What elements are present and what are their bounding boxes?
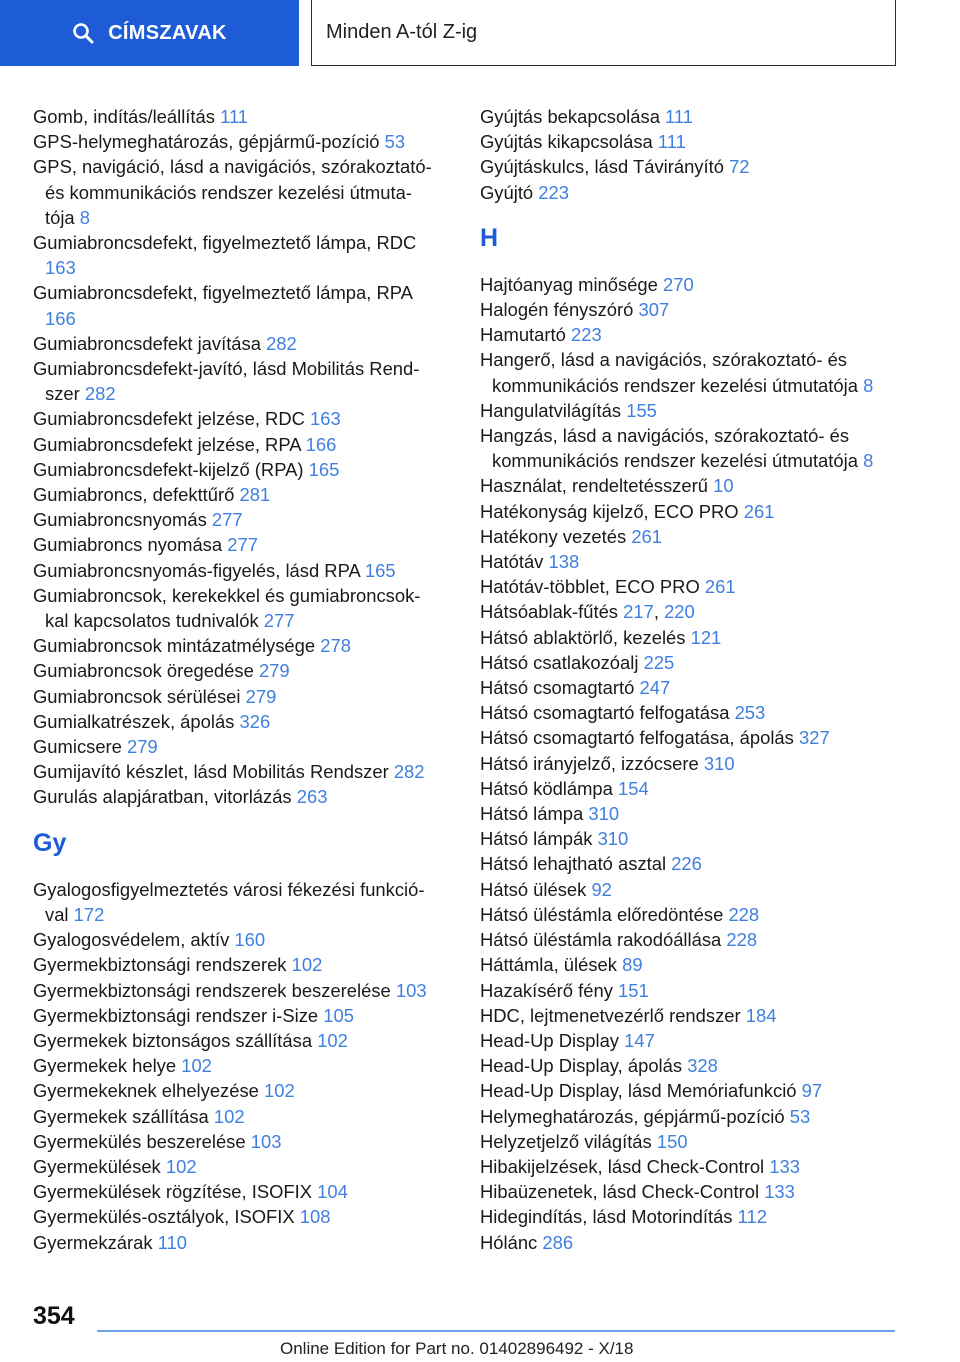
- index-entry: [480, 129, 895, 154]
- index-entry: [33, 684, 443, 709]
- index-entry: [480, 473, 895, 498]
- page-link[interactable]: 92: [591, 878, 612, 900]
- index-entry-term: Hátsó lámpa: [480, 803, 584, 825]
- index-entry: [33, 1104, 443, 1129]
- index-entry-term: Gumiabroncsdefekt-kijelző (RPA): [33, 458, 304, 480]
- index-entry: [33, 507, 443, 532]
- page-link[interactable]: 282: [84, 383, 116, 405]
- index-entry: [33, 1129, 443, 1154]
- index-entry: [480, 851, 895, 876]
- page-link[interactable]: 102: [213, 1105, 245, 1127]
- index-entry-term: Gyermekülés beszerelése: [33, 1130, 246, 1152]
- index-entry: [480, 1129, 895, 1154]
- page-link[interactable]: 166: [45, 307, 76, 329]
- index-entry: [33, 927, 443, 952]
- index-entry: [480, 1104, 895, 1129]
- index-entry: [33, 457, 443, 482]
- page-link[interactable]: 8: [863, 374, 874, 396]
- tab-keywords-label: CÍMSZAVAK: [108, 21, 227, 44]
- index-entry: [480, 297, 895, 322]
- page-link[interactable]: 277: [211, 509, 243, 531]
- footer-edition: Online Edition for Part no. 01402896492 - X/18: [280, 1339, 634, 1358]
- page-number: 354: [33, 1302, 75, 1330]
- page-link[interactable]: 163: [310, 408, 341, 430]
- index-entry: [480, 180, 895, 205]
- index-entry: [480, 1028, 895, 1053]
- index-entry-term: Hátsó csomagtartó felfogatása: [480, 702, 730, 724]
- header-bar: [0, 0, 960, 66]
- page-link[interactable]: 226: [671, 853, 702, 875]
- index-entry: [33, 104, 443, 129]
- page-link[interactable]: 112: [737, 1206, 767, 1228]
- index-entry-term: Head-Up Display, lásd Memóriafunkció: [480, 1080, 797, 1102]
- index-entry-term: Hátsó üléstámla rakodóállása: [480, 929, 722, 951]
- index-entry-term: Hátsó üléstámla előredöntése: [480, 903, 724, 925]
- index-entry: [480, 952, 895, 977]
- page-link[interactable]: 8: [863, 450, 874, 472]
- index-entry-term: Hátsó irányjelző, izzócsere: [480, 752, 699, 774]
- page-link[interactable]: 277: [263, 610, 295, 632]
- index-entry-term: Hazakísérő fény: [480, 979, 613, 1001]
- page-link[interactable]: 247: [639, 677, 671, 699]
- index-entry: [480, 751, 895, 776]
- index-entry-term: Gurulás alapjáratban, vitorlázás: [33, 786, 292, 808]
- index-entry: [33, 280, 443, 330]
- tab-keywords[interactable]: [0, 0, 299, 66]
- index-entry: [33, 877, 443, 927]
- index-entry-term: Gumiabroncsdefekt, figyelmeztető lámpa, RPA: [33, 282, 412, 304]
- section-letter: Gy: [33, 828, 67, 857]
- index-entry-term: Hátsóablak-fűtés: [480, 601, 619, 623]
- index-entry-term: Gyermekülések: [33, 1155, 161, 1177]
- index-entry-term: Gumiabroncsdefekt javítása: [33, 332, 261, 354]
- page-link[interactable]: 310: [597, 828, 629, 850]
- page-link[interactable]: 279: [245, 685, 277, 707]
- index-entry-term: Gyermekbiztonsági rendszerek: [33, 954, 287, 976]
- page-link[interactable]: 225: [643, 651, 675, 673]
- index-entry: [33, 583, 443, 633]
- index-entry-term: Gumiabroncsdefekt-javító, lásd Mobilitás Rend- szer: [33, 358, 420, 405]
- index-entry: Hátsóablak-fűtés 217, 220: [480, 601, 695, 623]
- index-entry-term: Használat, rendeltetésszerű: [480, 475, 708, 497]
- page-link[interactable]: 102: [165, 1155, 197, 1177]
- index-entry-term: Head-Up Display, ápolás: [480, 1055, 683, 1077]
- index-entry-term: Gyújtás kikapcsolása: [480, 131, 653, 153]
- page-link[interactable]: 160: [234, 929, 266, 951]
- index-entry: [480, 927, 895, 952]
- index-entry: [33, 759, 443, 784]
- page-link[interactable]: 253: [734, 702, 766, 724]
- index-entry-term: Halogén fényszóró: [480, 299, 634, 321]
- index-entry: [480, 1053, 895, 1078]
- index-entry-term: Hátsó csomagtartó felfogatása, ápolás: [480, 727, 794, 749]
- index-entry: [480, 625, 895, 650]
- page-link[interactable]: 228: [726, 929, 758, 951]
- index-entry-term: Helymeghatározás, gépjármű-pozíció: [480, 1105, 785, 1127]
- index-entry: [480, 902, 895, 927]
- index-entry: [33, 978, 443, 1003]
- page-link[interactable]: 172: [73, 903, 105, 925]
- index-entry-term: GPS, navigáció, lásd a navigációs, szórakoztató- és kommunikációs rendszer kezelési útmuta- tója: [33, 156, 432, 228]
- page-link[interactable]: 111: [665, 106, 693, 127]
- page-link[interactable]: 165: [308, 458, 340, 480]
- page-link[interactable]: 155: [626, 399, 657, 421]
- footer-divider: [97, 1330, 895, 1332]
- search-icon: [72, 22, 94, 44]
- index-entry: [33, 406, 443, 431]
- page-link[interactable]: 281: [239, 484, 271, 506]
- page-link[interactable]: 277: [227, 534, 258, 556]
- index-entry-term: Gumiabroncsok mintázatmélysége: [33, 635, 316, 657]
- page-link[interactable]: 307: [638, 299, 670, 321]
- index-entry: [480, 398, 895, 423]
- index-entry-term: Hátsó ködlámpa: [480, 777, 613, 799]
- index-column-left: [33, 104, 443, 1255]
- index-entry-term: Gyújtáskulcs, lásd Távirányító: [480, 156, 724, 178]
- index-entry: [480, 725, 895, 750]
- index-entry: [33, 658, 443, 683]
- index-entry: [480, 675, 895, 700]
- page-link[interactable]: 103: [250, 1130, 282, 1152]
- page-link[interactable]: 327: [798, 727, 830, 749]
- index-entry: [33, 1230, 443, 1255]
- tab-a-to-z[interactable]: [311, 0, 896, 66]
- page-link[interactable]: 270: [663, 273, 694, 295]
- index-entry-term: Gumiabroncsok öregedése: [33, 660, 254, 682]
- index-entry: [480, 1230, 895, 1255]
- index-entry: [33, 230, 443, 280]
- page-link[interactable]: 110: [157, 1231, 188, 1253]
- page-link[interactable]: 166: [305, 433, 337, 455]
- index-entry-term: Hátsó csatlakozóalj: [480, 651, 639, 673]
- index-entry: [33, 1204, 443, 1229]
- index-entry: [33, 356, 443, 406]
- page-link[interactable]: 121: [690, 626, 722, 648]
- index-entry-term: Gyermekeknek elhelyezése: [33, 1080, 259, 1102]
- page-link[interactable]: 102: [317, 1029, 348, 1051]
- index-entry: [33, 952, 443, 977]
- index-entry: [480, 322, 895, 347]
- index-entry-term: Helyzetjelző világítás: [480, 1130, 652, 1152]
- page-link[interactable]: 53: [384, 131, 406, 153]
- page-link[interactable]: 228: [728, 903, 760, 925]
- index-entry-term: Gumiabroncs nyomása: [33, 534, 223, 556]
- index-entry: [480, 104, 895, 129]
- page-link[interactable]: 163: [45, 257, 76, 279]
- index-entry: [480, 801, 895, 826]
- index-entry-term: Gyermekülések rögzítése, ISOFIX: [33, 1181, 313, 1203]
- index-entry: [33, 432, 443, 457]
- page-link[interactable]: 72: [729, 156, 750, 178]
- page-link[interactable]: 108: [299, 1206, 331, 1228]
- index-entry-term: Gyújtás bekapcsolása: [480, 106, 660, 127]
- index-entry-term: Gumiabroncsdefekt jelzése, RPA: [33, 433, 301, 455]
- index-entry-term: Gyermekek szállítása: [33, 1105, 209, 1127]
- index-entry: [33, 784, 443, 809]
- page-link[interactable]: 165: [364, 559, 396, 581]
- index-entry-term: Hatótáv: [480, 551, 544, 573]
- index-entry-term: Gumiabroncsnyomás: [33, 509, 207, 531]
- page-link[interactable]: 53: [789, 1105, 811, 1127]
- index-entry: [480, 524, 895, 549]
- index-entry-term: Gyalogosfigyelmeztetés városi fékezési funkció- val: [33, 878, 425, 925]
- index-entry: [33, 709, 443, 734]
- index-entry-term: Gyermekek helye: [33, 1055, 177, 1077]
- index-entry-term: Gumijavító készlet, lásd Mobilitás Rendszer: [33, 761, 389, 783]
- index-entry-term: Gyújtó: [480, 181, 534, 203]
- index-entry-term: Hibakijelzések, lásd Check-Control: [480, 1155, 765, 1177]
- page-link[interactable]: 150: [656, 1130, 688, 1152]
- index-entry: [480, 272, 895, 297]
- index-entry: [480, 776, 895, 801]
- index-entry: [480, 574, 895, 599]
- page-link[interactable]: 261: [631, 525, 662, 547]
- page-link[interactable]: 111: [220, 106, 249, 127]
- page-link[interactable]: 97: [801, 1080, 823, 1102]
- page-link[interactable]: 261: [704, 576, 736, 598]
- index-entry: [33, 1053, 443, 1078]
- index-entry-term: Gumiabroncsok sérülései: [33, 685, 241, 707]
- index-entry: [480, 1204, 895, 1229]
- page-link[interactable]: 223: [538, 181, 569, 203]
- page-link[interactable]: 133: [769, 1155, 800, 1177]
- page-link[interactable]: 310: [703, 752, 735, 774]
- index-entry: [480, 877, 895, 902]
- page-link[interactable]: 104: [317, 1181, 348, 1203]
- index-entry-term: Gyermekbiztonsági rendszer i-Size: [33, 1004, 319, 1026]
- index-entry-term: Gyalogosvédelem, aktív: [33, 929, 230, 951]
- index-entry-term: Gumiabroncsnyomás-figyelés, lásd RPA: [33, 559, 360, 581]
- index-entry-term: GPS-helymeghatározás, gépjármű-pozíció: [33, 131, 380, 153]
- index-entry: [33, 129, 443, 154]
- index-entry: [33, 1078, 443, 1103]
- index-entry-term: Gumiabroncsok, kerekekkel és gumiabroncsok- kal kapcsolatos tudnivalók: [33, 584, 421, 632]
- index-entry: [33, 1154, 443, 1179]
- index-entry: [33, 331, 443, 356]
- index-entry-term: Gyermekbiztonsági rendszerek beszerelése: [33, 979, 391, 1001]
- index-entry: [480, 700, 895, 725]
- section-letter: H: [480, 223, 499, 252]
- page-link[interactable]: 111: [657, 131, 686, 153]
- page-link[interactable]: 147: [624, 1029, 655, 1051]
- page-link[interactable]: 138: [548, 551, 580, 573]
- page-link[interactable]: 220: [664, 601, 695, 623]
- index-entry: [33, 633, 443, 658]
- index-entry-term: Gumiabroncsdefekt jelzése, RDC: [33, 408, 305, 430]
- index-entry-term: Hamutartó: [480, 324, 566, 346]
- index-entry: [480, 650, 895, 675]
- index-entry-term: Gumiabroncsdefekt, figyelmeztető lámpa, RDC: [33, 232, 417, 254]
- index-entry-term: Gyermekzárak: [33, 1231, 153, 1253]
- page-link[interactable]: 102: [264, 1080, 295, 1102]
- page-link[interactable]: 10: [713, 475, 734, 497]
- page-link[interactable]: 8: [79, 206, 91, 228]
- index-entry-term: Hátsó csomagtartó: [480, 677, 635, 699]
- page-link[interactable]: 217: [623, 601, 654, 623]
- index-entry-term: Hibaüzenetek, lásd Check-Control: [480, 1181, 760, 1203]
- index-entry-term: Hátsó lámpák: [480, 828, 593, 850]
- index-entry: [480, 154, 895, 179]
- index-column-right: [480, 104, 895, 1255]
- index-entry: [480, 549, 895, 574]
- index-entry: [480, 1179, 895, 1204]
- index-entry: [33, 1003, 443, 1028]
- index-entry-term: Hólánc: [480, 1231, 538, 1253]
- index-entry-term: Hidegindítás, lásd Motorindítás: [480, 1206, 733, 1228]
- tab-a-to-z-label: Minden A-tól Z-ig: [326, 21, 478, 43]
- page-link[interactable]: 279: [127, 736, 158, 758]
- index-entry-term: Hátsó ablaktörlő, kezelés: [480, 626, 686, 648]
- page-link[interactable]: 184: [745, 1004, 777, 1026]
- index-entry: [480, 1154, 895, 1179]
- page-link[interactable]: 328: [687, 1055, 718, 1077]
- index-entry: [33, 1179, 443, 1204]
- index-entry: [33, 1028, 443, 1053]
- index-entry: [33, 154, 443, 230]
- index-entry-term: Gyermekek biztonságos szállítása: [33, 1029, 313, 1051]
- index-entry-term: Head-Up Display: [480, 1029, 620, 1051]
- page-link[interactable]: 102: [291, 954, 323, 976]
- index-entry: [480, 347, 895, 397]
- page-link[interactable]: 151: [618, 979, 649, 1001]
- index-entry-term: Hátsó lehajtható asztal: [480, 853, 667, 875]
- page-link[interactable]: 263: [296, 786, 328, 808]
- index-entry-term: Hangerő, lásd a navigációs, szórakoztató- és kommunikációs rendszer kezelési útmutatója: [480, 349, 858, 396]
- index-entry-term: Hatótáv-többlet, ECO PRO: [480, 576, 700, 598]
- index-entry-term: Hátsó ülések: [480, 878, 587, 900]
- index-entry: [480, 826, 895, 851]
- page-link[interactable]: 261: [743, 500, 775, 522]
- index-entry-term: Háttámla, ülések: [480, 954, 617, 976]
- index-entry-term: Gumicsere: [33, 736, 122, 758]
- index-entry-term: HDC, lejtmenetvezérlő rendszer: [480, 1004, 741, 1026]
- index-entry: [33, 482, 443, 507]
- page-link[interactable]: 89: [622, 954, 643, 976]
- page-link[interactable]: 310: [588, 803, 620, 825]
- index-entry: [480, 1078, 895, 1103]
- page-link[interactable]: 154: [618, 777, 649, 799]
- page-link[interactable]: 133: [764, 1181, 795, 1203]
- page-link[interactable]: 278: [320, 635, 351, 657]
- page-link[interactable]: 279: [258, 660, 290, 682]
- page-link[interactable]: 282: [266, 332, 297, 354]
- index-entry-term: Hangulatvilágítás: [480, 399, 622, 421]
- index-entry-term: Hatékonyság kijelző, ECO PRO: [480, 500, 739, 522]
- index-entry: [480, 499, 895, 524]
- page-link[interactable]: 326: [239, 710, 271, 732]
- index-entry: [480, 423, 895, 473]
- page-link[interactable]: 286: [542, 1231, 574, 1253]
- index-entry-term: Hajtóanyag minősége: [480, 273, 658, 295]
- index-entry: [480, 1003, 895, 1028]
- index-entry: [33, 558, 443, 583]
- index-entry-term: Gumiabroncs, defekttűrő: [33, 484, 235, 506]
- page-link[interactable]: 105: [323, 1004, 354, 1026]
- index-entry-term: Gyermekülés-osztályok, ISOFIX: [33, 1206, 295, 1228]
- index-entry: [480, 978, 895, 1003]
- page-link[interactable]: 282: [393, 761, 425, 783]
- index-entry: [33, 734, 443, 759]
- page-link[interactable]: 102: [181, 1055, 212, 1077]
- index-entry-term: Hatékony vezetés: [480, 525, 627, 547]
- index-entry-term: Hangzás, lásd a navigációs, szórakoztató- és kommunikációs rendszer kezelési útmutatója: [480, 425, 858, 472]
- page-link[interactable]: 103: [395, 979, 427, 1001]
- index-entry-term: Gumialkatrészek, ápolás: [33, 710, 235, 732]
- page-link[interactable]: 223: [570, 324, 602, 346]
- index-entry-term: Gomb, indítás/leállítás: [33, 106, 215, 127]
- index-entry: [33, 532, 443, 557]
